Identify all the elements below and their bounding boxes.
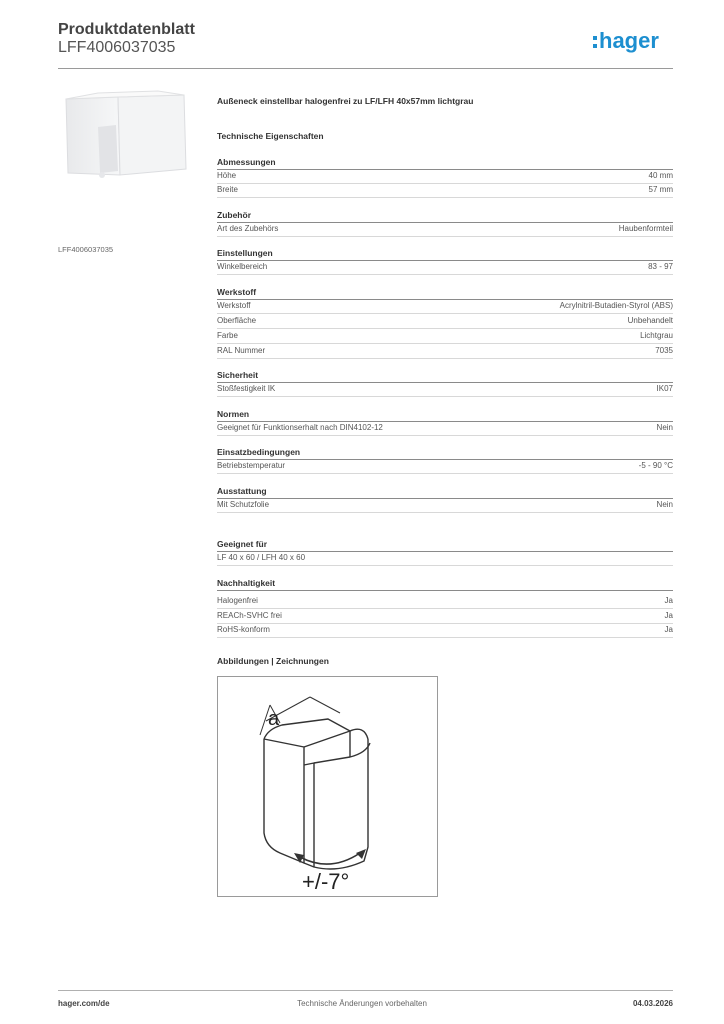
dimension-label-a: a (268, 708, 280, 730)
spec-row (217, 610, 673, 624)
spec-value: 7035 (655, 346, 673, 355)
spec-row (217, 261, 673, 275)
spec-value: Ja (664, 596, 673, 605)
product-photo (58, 87, 198, 235)
spec-key: Höhe (217, 171, 237, 180)
spec-key: RAL Nummer (217, 346, 266, 355)
header-divider (58, 68, 673, 69)
footer-divider (58, 990, 673, 991)
spec-key: Geeignet für Funktionserhalt nach DIN4102-12 (217, 423, 383, 432)
angle-label: +/-7° (302, 869, 350, 894)
spec-value: Unbehandelt (627, 316, 673, 325)
spec-row (217, 552, 673, 566)
spec-row (217, 170, 673, 184)
logo-dot-bottom (593, 44, 597, 48)
spec-key: Halogenfrei (217, 596, 258, 605)
spec-row (217, 315, 673, 329)
spec-row (217, 499, 673, 513)
spec-row (217, 330, 673, 344)
spec-row (217, 300, 673, 314)
spec-value: Nein (656, 500, 673, 509)
spec-key: Farbe (217, 331, 238, 340)
spec-key: Stoßfestigkeit IK (217, 384, 276, 393)
hager-logo (592, 26, 676, 56)
section-werkstoff: Werkstoff (217, 287, 673, 300)
spec-row (217, 184, 673, 198)
spec-row (217, 624, 673, 638)
spec-value: Nein (656, 423, 673, 432)
spec-value: Lichtgrau (640, 331, 673, 340)
section-nachhaltigkeit: Nachhaltigkeit (217, 578, 673, 591)
spec-key: Werkstoff (217, 301, 251, 310)
logo-text: hager (599, 28, 659, 53)
article-number: LFF4006037035 (58, 39, 176, 56)
spec-value: -5 - 90 °C (638, 461, 673, 470)
page-title: Produktdatenblatt (58, 21, 195, 38)
spec-value: 57 mm (648, 185, 673, 194)
photo-caption: LFF4006037035 (58, 245, 114, 254)
spec-value: 40 mm (648, 171, 673, 180)
section-geeignet-fuer: Geeignet für (217, 539, 673, 552)
section-abbildungen: Abbildungen | Zeichnungen (217, 656, 329, 666)
spec-key: Breite (217, 185, 238, 194)
tech-heading: Technische Eigenschaften (217, 131, 324, 141)
spec-row (217, 595, 673, 609)
spec-key: REACh-SVHC frei (217, 611, 282, 620)
logo-dot-top (593, 36, 597, 40)
product-title: Außeneck einstellbar halogenfrei zu LF/LFH 40x57mm lichtgrau (217, 96, 474, 106)
spec-value: Acrylnitril-Butadien-Styrol (ABS) (559, 301, 673, 310)
section-ausstattung: Ausstattung (217, 486, 673, 499)
spec-row (217, 383, 673, 397)
spec-value: Haubenformteil (618, 224, 673, 233)
spec-key: Betriebstemperatur (217, 461, 286, 470)
section-abmessungen: Abmessungen (217, 157, 673, 170)
footer-date: 04.03.2026 (632, 999, 673, 1008)
section-sicherheit: Sicherheit (217, 370, 673, 383)
spec-row (217, 422, 673, 436)
spec-value: Ja (664, 611, 673, 620)
spec-key: LF 40 x 60 / LFH 40 x 60 (217, 553, 306, 562)
spec-key: RoHS-konform (217, 625, 270, 634)
spec-row (217, 460, 673, 474)
section-einstellungen: Einstellungen (217, 248, 673, 261)
spec-key: Mit Schutzfolie (217, 500, 270, 509)
spec-row (217, 223, 673, 237)
footer-notice: Technische Änderungen vorbehalten (297, 999, 427, 1008)
spec-value: IK07 (656, 384, 673, 393)
drawing-svg (218, 677, 437, 896)
footer-website: hager.com/de (58, 999, 110, 1008)
section-zubehoer: Zubehör (217, 210, 673, 223)
spec-key: Oberfläche (217, 316, 257, 325)
spec-value: 83 - 97 (648, 262, 673, 271)
spec-row (217, 345, 673, 359)
section-einsatzbedingungen: Einsatzbedingungen (217, 447, 673, 460)
spec-key: Art des Zubehörs (217, 224, 279, 233)
spec-key: Winkelbereich (217, 262, 268, 271)
section-normen: Normen (217, 409, 673, 422)
spec-value: Ja (664, 625, 673, 634)
technical-drawing (217, 676, 438, 897)
